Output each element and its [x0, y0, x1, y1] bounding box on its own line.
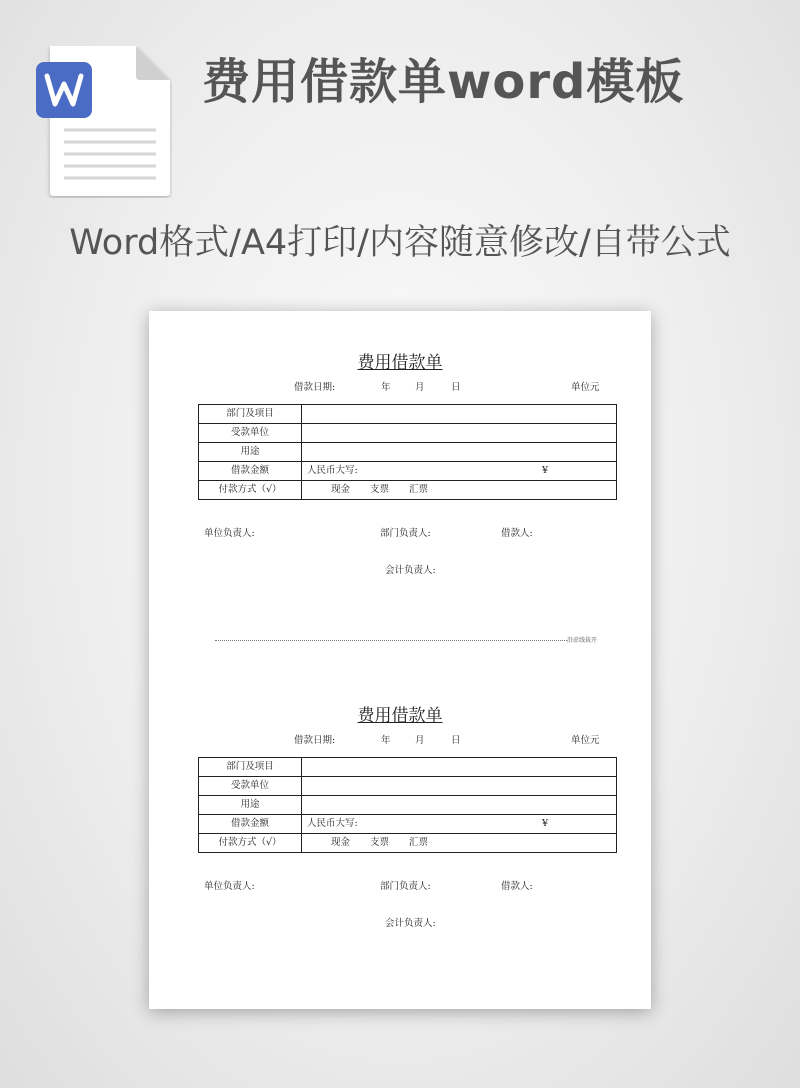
- unit-head-label: 单位负责人:: [204, 528, 255, 539]
- dept-label: 部门及项目: [199, 405, 302, 424]
- amount-field[interactable]: [302, 462, 617, 481]
- accounting-head-label: 会计负责人:: [385, 918, 436, 929]
- payee-field[interactable]: [302, 424, 617, 443]
- payee-label: 受款单位: [199, 424, 302, 443]
- table-row: [199, 462, 617, 481]
- year-label: 年: [381, 382, 391, 393]
- table-row: [199, 424, 617, 443]
- accounting-head-label: 会计负责人:: [385, 565, 436, 576]
- draft-option[interactable]: 汇票: [409, 484, 429, 495]
- dept-field[interactable]: [302, 405, 617, 424]
- purpose-field[interactable]: [302, 796, 617, 815]
- document-page: [149, 311, 651, 1009]
- check-option[interactable]: 支票: [370, 837, 390, 848]
- dept-field[interactable]: [302, 758, 617, 777]
- payment-method-label: 付款方式（√）: [199, 834, 302, 853]
- payment-method-field: [302, 834, 617, 853]
- table-row: [199, 758, 617, 777]
- unit-label: 单位元: [571, 735, 600, 746]
- loan-form: [149, 704, 651, 944]
- day-label: 日: [451, 382, 461, 393]
- cash-option[interactable]: 现金: [331, 837, 351, 848]
- date-label: 借款日期:: [294, 735, 336, 746]
- table-row: [199, 481, 617, 500]
- amount-words-label: 人民币大写:: [307, 818, 358, 829]
- table-row: [199, 796, 617, 815]
- table-row: [199, 443, 617, 462]
- check-option[interactable]: 支票: [370, 484, 390, 495]
- date-label: 借款日期:: [294, 382, 336, 393]
- day-label: 日: [451, 735, 461, 746]
- cash-option[interactable]: 现金: [331, 484, 351, 495]
- table-row: [199, 834, 617, 853]
- word-document-icon: [36, 46, 172, 198]
- purpose-label: 用途: [199, 443, 302, 462]
- draft-option[interactable]: 汇票: [409, 837, 429, 848]
- month-label: 月: [415, 735, 425, 746]
- payee-label: 受款单位: [199, 777, 302, 796]
- dept-head-label: 部门负责人:: [380, 881, 431, 892]
- page-title: 费用借款单word模板: [202, 54, 685, 110]
- table-row: [199, 815, 617, 834]
- cut-label: 沿虚线裁开: [567, 637, 598, 644]
- form-title: 费用借款单: [357, 353, 443, 373]
- yen-sign: ¥: [542, 818, 549, 829]
- page-subtitle: Word格式/A4打印/内容随意修改/自带公式: [69, 223, 731, 263]
- yen-sign: ¥: [542, 465, 549, 476]
- amount-label: 借款金额: [199, 815, 302, 834]
- loan-form: [149, 351, 651, 591]
- table-row: [199, 405, 617, 424]
- loan-table: [198, 404, 617, 500]
- amount-label: 借款金额: [199, 462, 302, 481]
- cut-line: [215, 640, 567, 641]
- payee-field[interactable]: [302, 777, 617, 796]
- unit-head-label: 单位负责人:: [204, 881, 255, 892]
- month-label: 月: [415, 382, 425, 393]
- payment-method-field: [302, 481, 617, 500]
- dept-head-label: 部门负责人:: [380, 528, 431, 539]
- year-label: 年: [381, 735, 391, 746]
- borrower-label: 借款人:: [501, 881, 533, 892]
- dept-label: 部门及项目: [199, 758, 302, 777]
- borrower-label: 借款人:: [501, 528, 533, 539]
- table-row: [199, 777, 617, 796]
- loan-table: [198, 757, 617, 853]
- amount-words-label: 人民币大写:: [307, 465, 358, 476]
- form-title: 费用借款单: [357, 706, 443, 726]
- purpose-field[interactable]: [302, 443, 617, 462]
- purpose-label: 用途: [199, 796, 302, 815]
- unit-label: 单位元: [571, 382, 600, 393]
- amount-field[interactable]: [302, 815, 617, 834]
- payment-method-label: 付款方式（√）: [199, 481, 302, 500]
